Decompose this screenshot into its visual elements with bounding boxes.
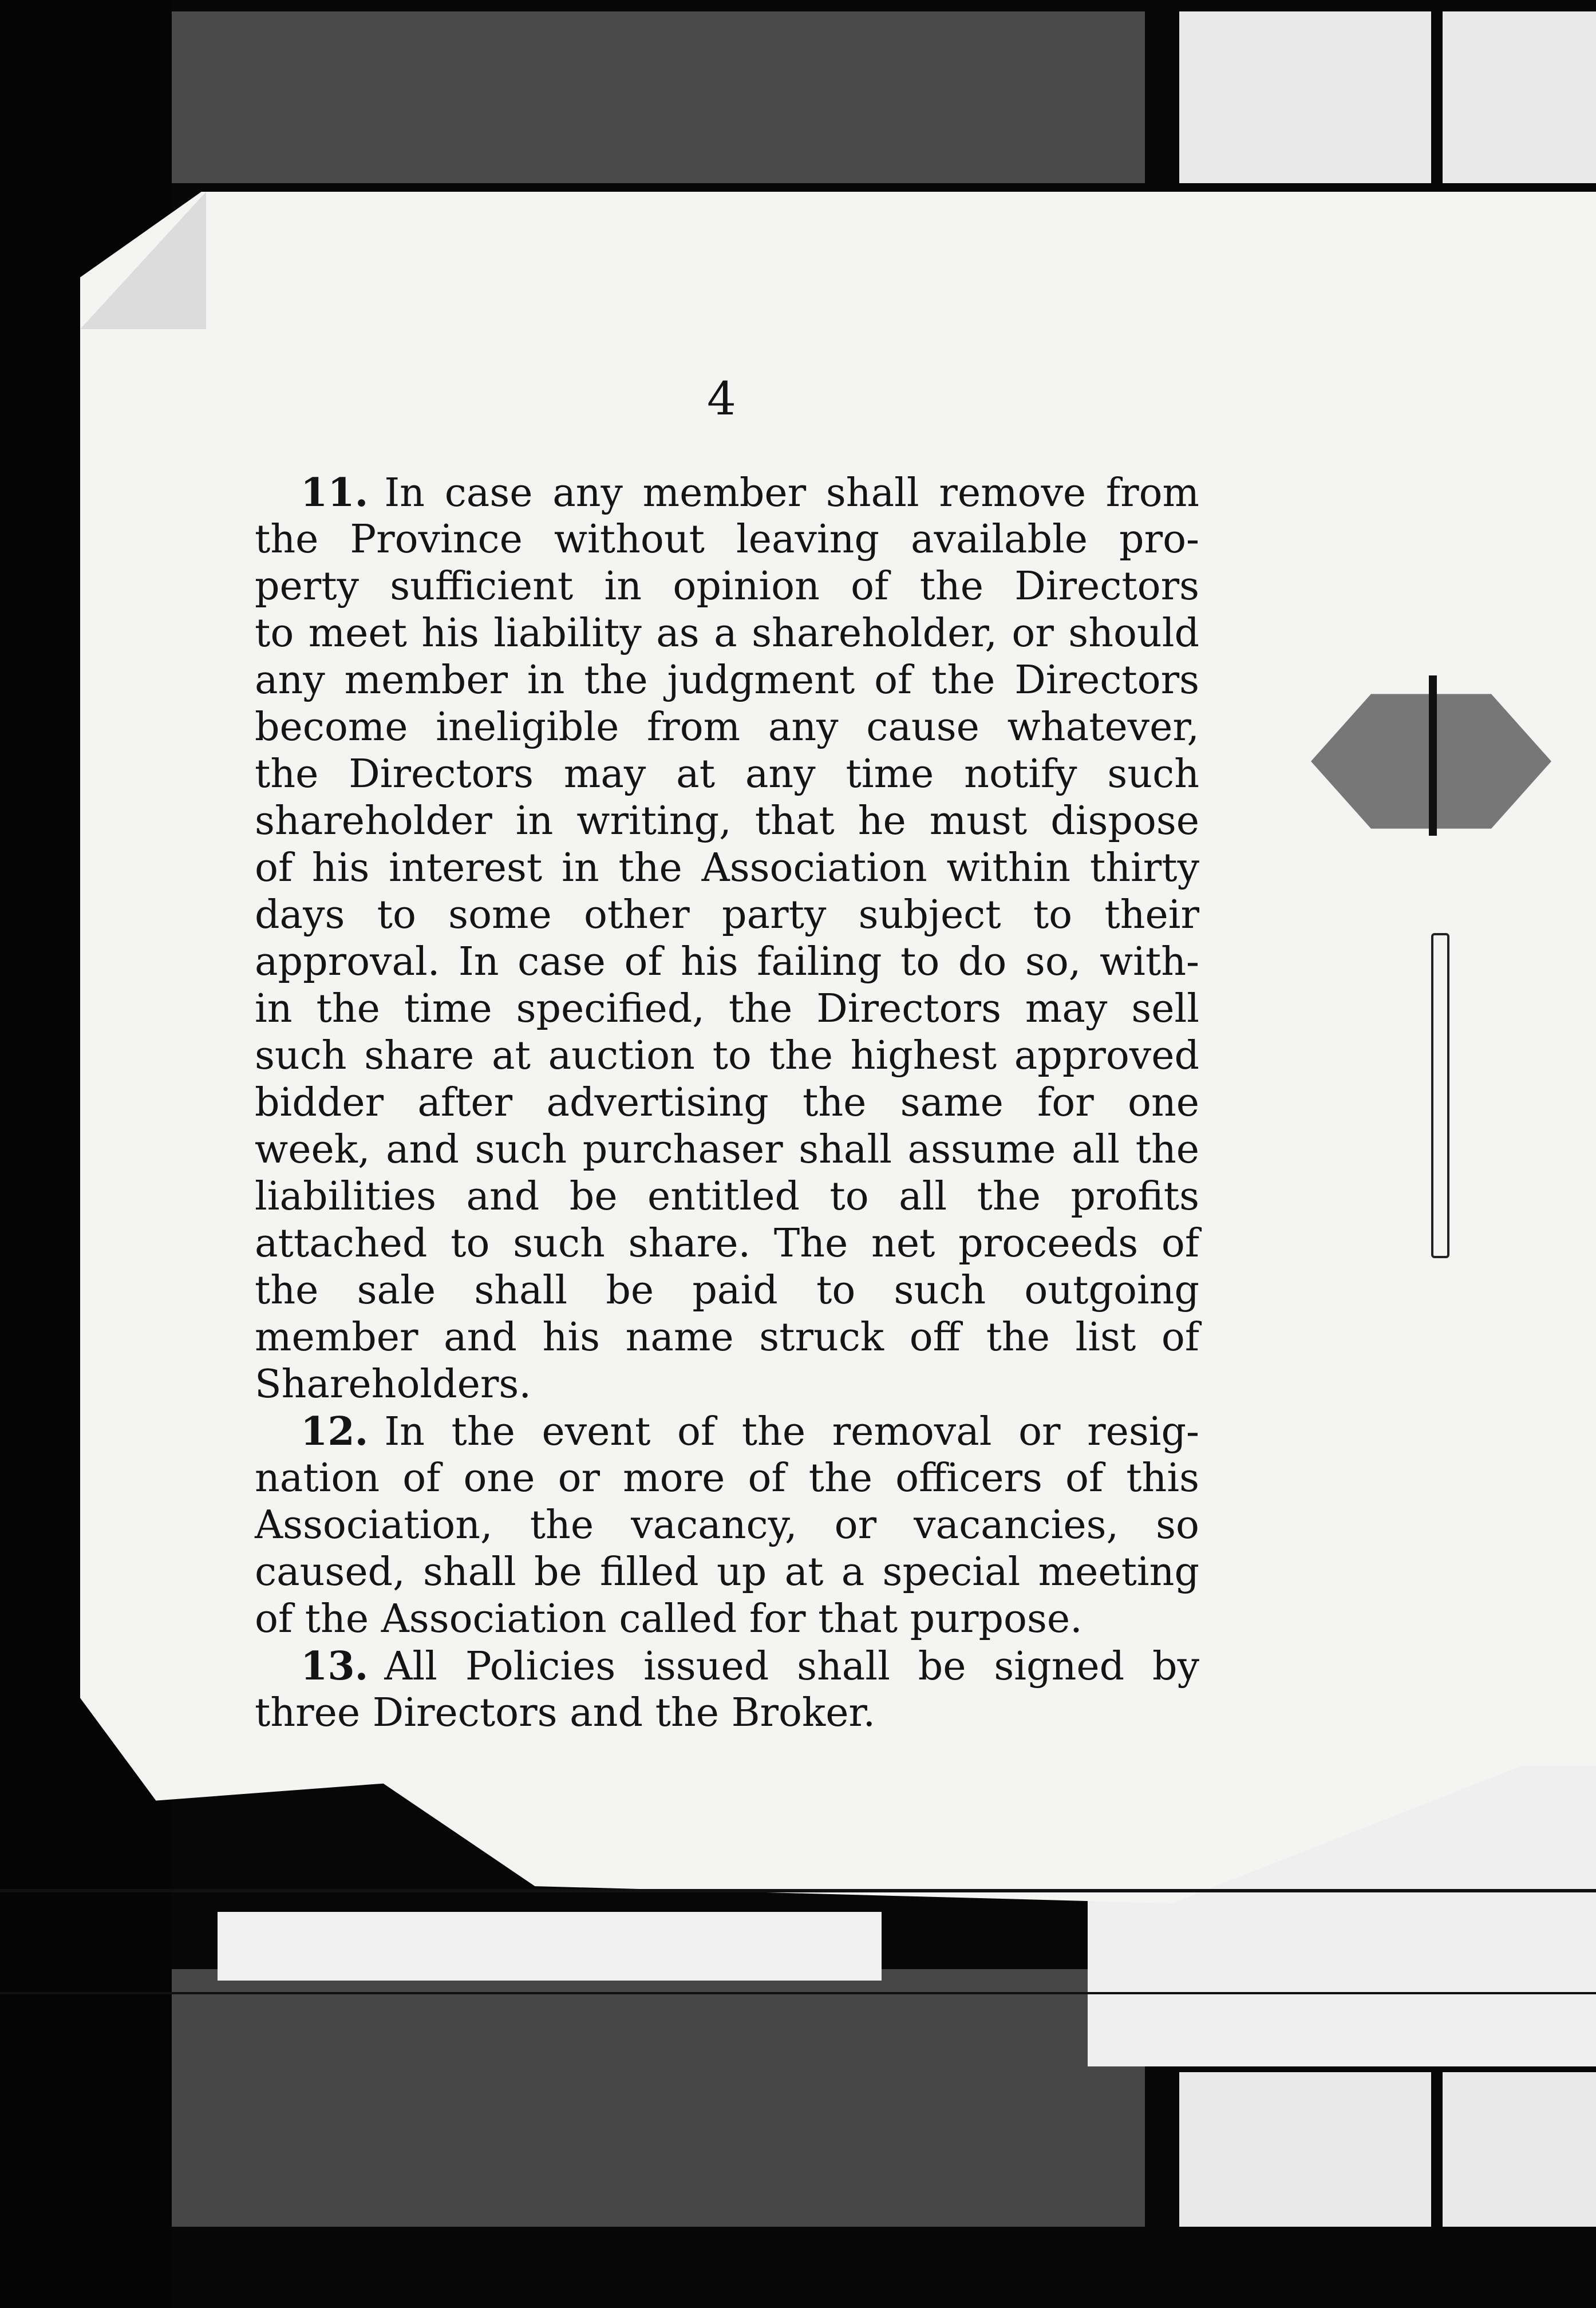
text-line: Shareholders. bbox=[255, 1362, 531, 1407]
text-line: member and his name struck off the list of bbox=[255, 1315, 1199, 1360]
paragraph-11 bbox=[255, 469, 1199, 1408]
text-line: days to some other party subject to their bbox=[255, 892, 1199, 938]
text-line: caused, shall be filled up at a special meeting bbox=[255, 1550, 1199, 1595]
scan-background-top bbox=[172, 11, 1145, 183]
text-line: three Directors and the Broker. bbox=[255, 1690, 876, 1736]
text-line bbox=[255, 1643, 1199, 1690]
binding-mark bbox=[1429, 675, 1437, 836]
text-line: the Province without leaving available pro- bbox=[255, 517, 1199, 562]
binding-bracket bbox=[1431, 933, 1449, 1258]
text-line: shareholder in writing, that he must dispose bbox=[255, 799, 1199, 844]
text-line: any member in the judgment of the Directors bbox=[255, 658, 1199, 703]
line-text: All Policies issued shall be signed by bbox=[384, 1644, 1199, 1689]
text-line: such share at auction to the highest approved bbox=[255, 1033, 1199, 1078]
paper-strip bbox=[218, 1912, 882, 1981]
text-line bbox=[255, 469, 1199, 516]
text-line: approval. In case of his failing to do so, with- bbox=[255, 939, 1199, 985]
text-line: of the Association called for that purpose. bbox=[255, 1596, 1083, 1642]
paragraph-13 bbox=[255, 1643, 1199, 1737]
text-line: in the time specified, the Directors may sell bbox=[255, 986, 1199, 1032]
paragraph-12 bbox=[255, 1408, 1199, 1643]
paragraph-number: 12. bbox=[301, 1409, 369, 1455]
text-line: attached to such share. The net proceeds of bbox=[255, 1221, 1199, 1266]
text-line: week, and such purchaser shall assume all the bbox=[255, 1127, 1199, 1172]
text-line: bidder after advertising the same for one bbox=[255, 1080, 1199, 1125]
text-line: the sale shall be paid to such outgoing bbox=[255, 1268, 1199, 1313]
text-line: liabilities and be entitled to all the profits bbox=[255, 1174, 1199, 1219]
text-line: the Directors may at any time notify such bbox=[255, 752, 1199, 797]
scan-background-bottom bbox=[172, 1969, 1145, 2227]
adjacent-page-fragment bbox=[1179, 11, 1431, 183]
text-line: to meet his liability as a shareholder, or should bbox=[255, 611, 1199, 656]
text-line: nation of one or more of the officers of this bbox=[255, 1456, 1199, 1501]
paragraph-number: 13. bbox=[301, 1643, 369, 1689]
adjacent-page-fragment bbox=[1179, 2072, 1431, 2227]
text-line: become ineligible from any cause whatever, bbox=[255, 705, 1199, 750]
scan-line bbox=[0, 1992, 1596, 1994]
scan-line bbox=[0, 1889, 1596, 1892]
text-line bbox=[255, 1408, 1199, 1455]
line-text: In case any member shall remove from bbox=[384, 471, 1199, 516]
body-text bbox=[255, 366, 1199, 1737]
adjacent-page-fragment bbox=[1443, 2072, 1596, 2227]
page-number: 4 bbox=[707, 372, 736, 425]
paragraph-number: 11. bbox=[301, 470, 369, 516]
text-line: of his interest in the Association within thirty bbox=[255, 845, 1199, 891]
text-line: perty sufficient in opinion of the Directors bbox=[255, 564, 1199, 609]
line-text: In the event of the removal or resig- bbox=[384, 1409, 1199, 1455]
adjacent-page-fragment bbox=[1443, 11, 1596, 183]
text-line: Association, the vacancy, or vacancies, so bbox=[255, 1503, 1199, 1548]
